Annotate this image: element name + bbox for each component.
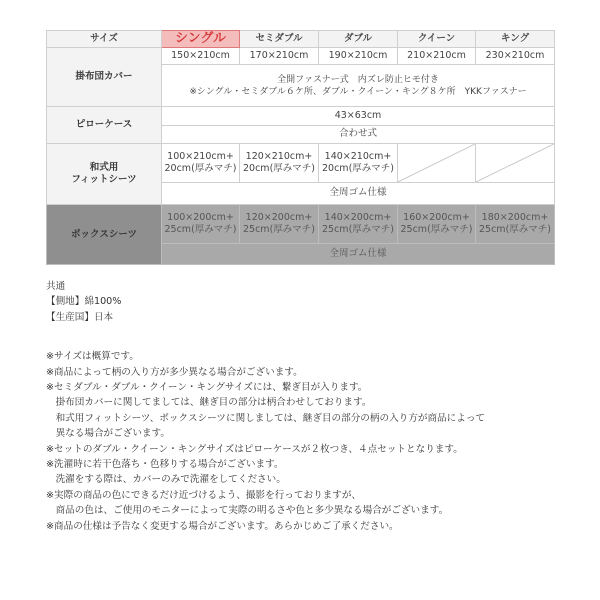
fitted-label-line1: 和式用 bbox=[89, 162, 119, 173]
note-line: 商品の色は、ご使用のモニターによって実際の明るさや色と多少異なる場合がございます。 bbox=[46, 505, 449, 517]
box-spec: 全周ゴム仕様 bbox=[162, 244, 555, 265]
box-dim-king bbox=[476, 205, 555, 244]
box-dim-queen-depth: 25cm(厚みマチ) bbox=[400, 224, 473, 235]
fitted-label bbox=[47, 144, 162, 205]
comforter-dim-queen: 210×210cm bbox=[398, 48, 476, 65]
notes-gap bbox=[46, 325, 566, 349]
box-dim-queen-size: 160×200cm+ bbox=[403, 212, 470, 223]
note-line: ※セットのダブル・クイーン・キングサイズはピローケースが２枚つき、４点セットとなります。 bbox=[46, 443, 463, 455]
fitted-dim-single-size: 100×210cm+ bbox=[167, 150, 234, 162]
box-dim-single-depth: 25cm(厚みマチ) bbox=[164, 224, 237, 235]
spec-table-container bbox=[46, 30, 554, 265]
note-line: ※実際の商品の色にできるだけ近づけるよう、撮影を行っておりますが、 bbox=[46, 489, 362, 501]
fitted-dim-double-size: 140×210cm+ bbox=[324, 150, 392, 162]
comforter-note-line2: ※シングル・セミダブル６ケ所、ダブル・クイーン・キング８ケ所 YKKファスナー bbox=[189, 86, 527, 97]
comforter-note-line1: 全開ファスナー式 内ズレ防止ヒモ付き bbox=[277, 74, 439, 85]
note-line: 異なる場合がございます。 bbox=[46, 428, 170, 440]
box-dim-semi-double-size: 120×200cm+ bbox=[245, 212, 313, 223]
fitted-king-not-available bbox=[476, 144, 555, 183]
box-dim-double-size: 140×200cm+ bbox=[324, 212, 392, 223]
fitted-dim-single-depth: 20cm(厚みマチ) bbox=[164, 162, 237, 174]
pillow-label: ピローケース bbox=[47, 107, 162, 144]
fitted-dim-semi-double-size: 120×210cm+ bbox=[245, 150, 313, 162]
comforter-label: 掛布団カバー bbox=[47, 48, 162, 107]
note-line: ※商品によって柄の入り方が多少異なる場合がございます。 bbox=[46, 366, 303, 378]
fitted-dim-semi-double-depth: 20cm(厚みマチ) bbox=[243, 162, 315, 174]
box-dim-single bbox=[162, 205, 240, 244]
comforter-note bbox=[162, 65, 555, 107]
box-label: ボックスシーツ bbox=[47, 205, 162, 265]
comforter-dim-single: 150×210cm bbox=[162, 48, 240, 65]
box-dim-king-size: 180×200cm+ bbox=[481, 212, 549, 223]
fitted-queen-not-available bbox=[398, 144, 476, 183]
fitted-dims-row bbox=[47, 144, 555, 183]
box-dim-queen bbox=[398, 205, 476, 244]
comforter-dim-double: 190×210cm bbox=[319, 48, 398, 65]
size-queen: クイーン bbox=[398, 31, 476, 48]
box-dim-semi-double bbox=[240, 205, 319, 244]
size-double: ダブル bbox=[319, 31, 398, 48]
note-line: ※サイズは概算です。 bbox=[46, 351, 139, 363]
size-header-label: サイズ bbox=[47, 31, 162, 48]
fitted-spec: 全周ゴム仕様 bbox=[162, 182, 555, 204]
note-line: 洗濯をする際は、カバーのみで洗濯をしてください。 bbox=[46, 474, 286, 486]
common-origin: 【生産国】日本 bbox=[46, 311, 114, 323]
size-spec-table bbox=[46, 30, 555, 265]
fitted-dim-semi-double bbox=[240, 144, 319, 183]
size-single: シングル bbox=[162, 31, 240, 48]
common-fabric: 【側地】綿100% bbox=[46, 296, 122, 308]
box-dim-double bbox=[319, 205, 398, 244]
note-line: 掛布団カバーに関してましては、継ぎ目の部分は柄合わせしております。 bbox=[46, 397, 372, 409]
size-header-row bbox=[47, 31, 555, 48]
note-line: 和式用フィットシーツ、ボックスシーツに関しましては、継ぎ目の部分の柄の入り方が商品によって bbox=[46, 412, 486, 424]
fitted-dim-double bbox=[319, 144, 398, 183]
fitted-dim-double-depth: 20cm(厚みマチ) bbox=[322, 162, 394, 174]
comforter-dims-row bbox=[47, 48, 555, 65]
size-semi-double: セミダブル bbox=[240, 31, 319, 48]
box-dim-single-size: 100×200cm+ bbox=[167, 212, 234, 223]
pillow-dim: 43×63cm bbox=[162, 107, 555, 126]
notes-section bbox=[46, 279, 566, 534]
size-king: キング bbox=[476, 31, 555, 48]
box-dim-double-depth: 25cm(厚みマチ) bbox=[322, 224, 394, 235]
box-dim-semi-double-depth: 25cm(厚みマチ) bbox=[243, 224, 315, 235]
pillow-type: 合わせ式 bbox=[162, 125, 555, 144]
fitted-dim-single bbox=[162, 144, 240, 183]
box-dims-row bbox=[47, 205, 555, 244]
diagonal-slash bbox=[398, 144, 475, 182]
box-dim-king-depth: 25cm(厚みマチ) bbox=[479, 224, 551, 235]
comforter-dim-king: 230×210cm bbox=[476, 48, 555, 65]
common-title: 共通 bbox=[46, 281, 66, 292]
note-line: ※洗濯時に若干色落ち・色移りする場合がございます。 bbox=[46, 459, 284, 471]
pillow-dim-row bbox=[47, 107, 555, 126]
fitted-label-line2: フィットシーツ bbox=[71, 174, 137, 185]
comforter-dim-semi-double: 170×210cm bbox=[240, 48, 319, 65]
diagonal-slash bbox=[476, 144, 554, 182]
note-line: ※商品の仕様は予告なく変更する場合がございます。あらかじめご了承ください。 bbox=[46, 520, 399, 532]
note-line: ※セミダブル・ダブル・クイーン・キングサイズには、繋ぎ目が入ります。 bbox=[46, 382, 368, 394]
